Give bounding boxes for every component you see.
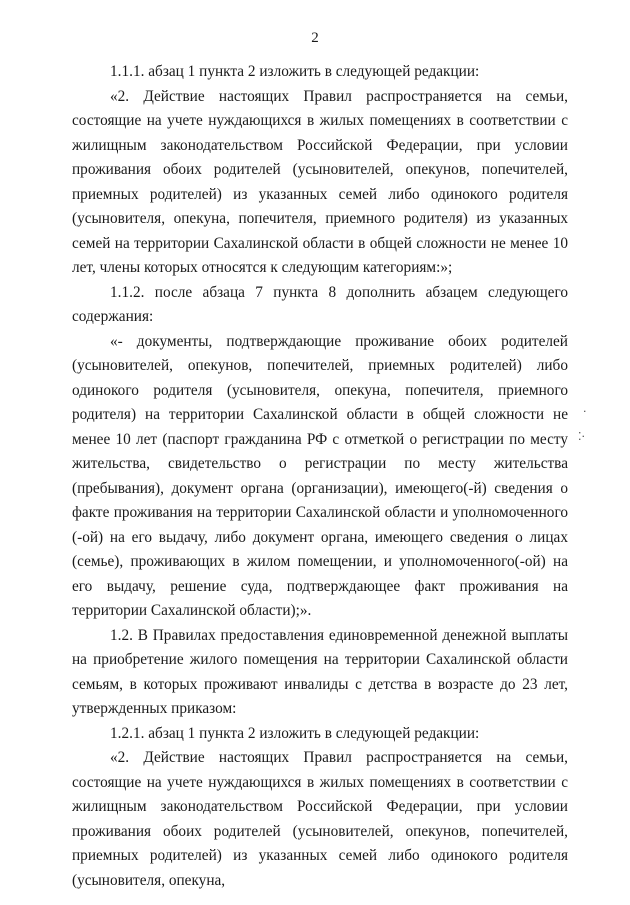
paragraph-1-1-2: 1.1.2. после абзаца 7 пункта 8 дополнить абзацем следующего содержания:: [72, 283, 568, 325]
page-number: 2: [311, 30, 319, 46]
paragraph-rule-2-text: «2. Действие настоящих Правил распространяется на семьи, состоящие на учете нуждающихся в жилых помещениях в соответствии с жилищным законодательством Российской Федерации, при условии проживания обоих родителей (усыновителей, опекунов, попечителей, приемных родителей) из указанных семей либо одинокого родителя (усыновителя, опекуна, попечителя, приемного родителя) из указанных семей на территории Сахалинской области в общей сложности не менее 10 лет, члены которых относятся к следующим категориям:»;: [72, 87, 568, 276]
scan-speck: ·: [583, 405, 587, 418]
paragraph-documents-list: «- документы, подтверждающие проживание обоих родителей (усыновителей, опекунов, попечителей, приемных родителей) либо одинокого родителя (усыновителя, опекуна, попечителя, приемного родителя) на территории Сахалинской области в общей сложности не менее 10 лет (паспорт гражданина РФ с отметкой о регистрации по месту жительства, свидетельство о регистрации по месту жительства (пребывания), документ органа (организации), имеющего(-й) сведения о факте проживания на территории Сахалинской области и уполномоченного (-ой) на его выдачу, либо документ органа, имеющего сведения о лицах (семье), проживающих в жилом помещении, и уполномоченного(-ой) на его выдачу, решение суда, подтверждающее факт проживания на территории Сахалинской области);».: [72, 332, 568, 619]
document-body: [72, 60, 568, 893]
paragraph-1-1-1: 1.1.1. абзац 1 пункта 2 изложить в следующей редакции:: [110, 63, 480, 80]
paragraph-1-2-1: 1.2.1. абзац 1 пункта 2 изложить в следующей редакции:: [110, 724, 480, 742]
scan-speck: ⁚·: [578, 430, 585, 443]
paragraph-rule-2-text-second: «2. Действие настоящих Правил распространяется на семьи, состоящие на учете нуждающихся в жилых помещениях в соответствии с жилищным законодательством Российской Федерации, при условии проживания обоих родителей (усыновителей, опекунов, попечителей, приемных родителей) из указанных семей либо одинокого родителя (усыновителя, опекуна,: [72, 749, 568, 889]
paragraph-1-2: 1.2. В Правилах предоставления единовременной денежной выплаты на приобретение жилого помещения на территории Сахалинской области семьям, в которых проживают инвалиды с детства в возрасте до 23 лет, утвержденных приказом:: [72, 626, 568, 717]
